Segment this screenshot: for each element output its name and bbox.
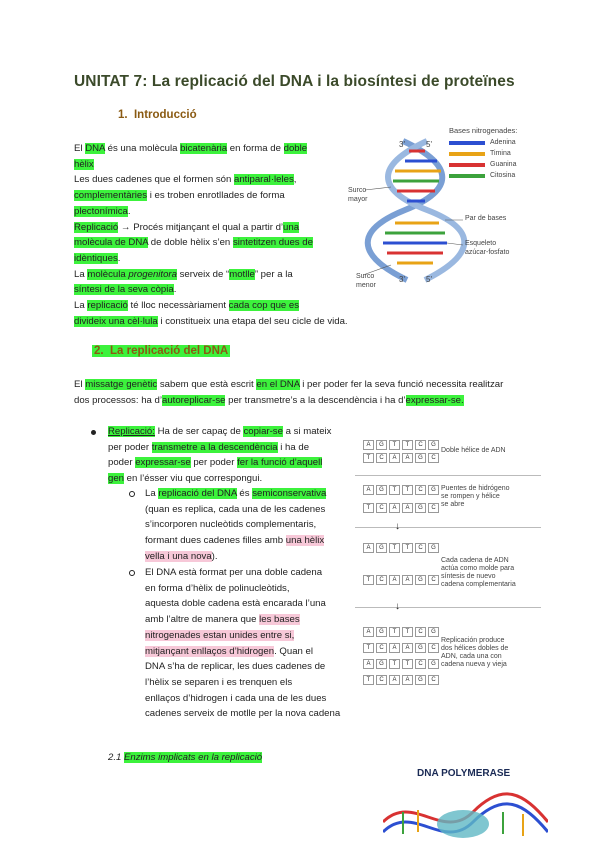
hl-en-dna: en el DNA (256, 379, 300, 390)
hl-molecula: molècula de DNA (74, 237, 149, 249)
base-strip (363, 643, 439, 653)
section-2-heading (92, 345, 230, 357)
base-strip (363, 503, 439, 513)
base-cell: G (376, 440, 387, 450)
esqueleto-label (465, 239, 509, 257)
sub-bullet-circle (129, 570, 135, 576)
base-cell: T (389, 659, 400, 669)
legend-label: Citosina (490, 172, 516, 179)
base-cell: T (363, 643, 374, 653)
text: Surco (348, 187, 367, 194)
base-cell: C (428, 503, 439, 513)
text: El (74, 379, 86, 390)
text: Esqueleto (465, 240, 497, 247)
base-cell: T (389, 485, 400, 495)
polymerase-title: DNA POLYMERASE (417, 768, 511, 779)
hl-expressar: expressar-se. (405, 394, 464, 406)
hl-replicacio: Replicació (74, 221, 119, 233)
text: Les dues cadenes que el formen són (74, 174, 235, 186)
hl-cadacop: cada cop que es (228, 300, 300, 312)
hl-missatge: missatge genètic (85, 379, 158, 390)
caption-2 (441, 485, 510, 509)
base-cell: C (415, 543, 426, 553)
base-cell: T (363, 575, 374, 585)
text: ). (211, 550, 218, 562)
text: Puentes de hidrógeno (441, 485, 510, 492)
text: cadena complementaria (441, 581, 516, 588)
subsection-label: Enzims implicats en la replicació (124, 752, 263, 763)
base-strip (363, 675, 439, 685)
hl-expressar2: expressar-se (135, 457, 191, 469)
base-cell: G (415, 643, 426, 653)
base-cell: C (376, 453, 387, 463)
base-cell: C (376, 503, 387, 513)
text: dos hélices dobles de (441, 645, 509, 652)
base-cell: C (415, 440, 426, 450)
subsection-number: 2.1 (108, 752, 125, 763)
text: de doble hèlix s’en (148, 237, 233, 249)
replication-bullet (108, 424, 331, 487)
text: La (74, 268, 88, 280)
base-cell: C (428, 643, 439, 653)
section-1-heading (118, 109, 197, 121)
page-title: UNITAT 7: La replicació del DNA i la biosíntesi de proteïnes (74, 73, 515, 90)
divider (355, 475, 541, 476)
base-cell: G (415, 675, 426, 685)
base-cell: G (415, 575, 426, 585)
caption-4 (441, 637, 508, 669)
bases-legend (449, 137, 516, 181)
text: → Procés mitjançant el qual a partir d’ (118, 221, 284, 233)
text: Surco (356, 273, 375, 280)
base-cell: A (402, 453, 413, 463)
base-cell: A (402, 503, 413, 513)
hl-helix: hèlix (74, 158, 94, 170)
section-1-label: Introducció (133, 109, 197, 121)
base-cell: A (389, 453, 400, 463)
hl-replicacio2: replicació (87, 300, 128, 312)
base-cell: G (428, 627, 439, 637)
arrow-down-icon: ↓ (395, 601, 400, 612)
text: és una molècula (104, 143, 181, 154)
hl-transmetre: transmetre a la descendència (151, 441, 278, 453)
base-cell: C (376, 643, 387, 653)
base-cell: G (428, 440, 439, 450)
replication-intro (74, 377, 503, 408)
text: en forma d’hèlix de polinucleòtids, (145, 582, 290, 594)
base-strip (363, 543, 439, 553)
base-cell: T (389, 440, 400, 450)
base-strip (363, 627, 439, 637)
base-cell: G (376, 659, 387, 669)
hl-replicacio-dna: replicació del DNA (158, 488, 237, 499)
hl-gen: gen (108, 473, 125, 485)
base-cell: C (376, 575, 387, 585)
base-cell: A (402, 575, 413, 585)
base-cell: T (363, 675, 374, 685)
hl-sintetitzen: sintetitzen dues de (232, 237, 313, 249)
text: per poder (108, 441, 152, 453)
text: menor (356, 282, 376, 289)
text: aquesta doble cadena està encarada l’una (145, 598, 326, 610)
hl-doble: doble (283, 143, 308, 154)
text: per poder (190, 457, 238, 469)
text: en l’ésser viu que correspongui. (124, 473, 263, 485)
base-cell: A (363, 485, 374, 495)
text: amb l’altre de manera que (145, 614, 260, 626)
base-cell: T (389, 627, 400, 637)
base-cell: A (389, 675, 400, 685)
base-strip (363, 575, 439, 585)
base-cell: T (363, 453, 374, 463)
legend-label: Timina (490, 150, 511, 157)
legend-item (449, 170, 516, 181)
base-cell: G (415, 453, 426, 463)
text: Cada cadena de ADN (441, 557, 509, 564)
text: enllaços d’hidrogen i cada una de les dues (145, 692, 327, 704)
text: l’hèlix se separen i es trenquen els (145, 676, 293, 688)
base-cell: C (415, 485, 426, 495)
text: en forma de (227, 143, 284, 154)
hl-les-bases: les bases (259, 614, 300, 626)
helix-top-5: 5' (426, 140, 432, 149)
text: Ha de ser capaç de (154, 426, 244, 437)
text: té lloc necessàriament (127, 300, 229, 312)
base-cell: G (428, 543, 439, 553)
text: DNA s’ha de replicar, les dues cadenes de (145, 661, 326, 673)
par-bases-label: Par de bases (465, 215, 507, 222)
section-2-number: 2. (94, 345, 104, 357)
base-cell: C (376, 675, 387, 685)
base-cell: T (363, 503, 374, 513)
base-cell: G (376, 627, 387, 637)
legend-swatch (449, 163, 485, 167)
legend-swatch (449, 141, 485, 145)
base-cell: A (389, 643, 400, 653)
hl-complementaries: complementàries (74, 190, 148, 202)
text: i es troben enrotllades de forma (147, 190, 285, 202)
base-cell: C (428, 575, 439, 585)
base-cell: T (402, 485, 413, 495)
base-cell: A (389, 575, 400, 585)
text: El DNA està format per una doble cadena (145, 567, 323, 578)
base-strip (363, 659, 439, 669)
divider (355, 607, 541, 608)
double-chain-item (145, 565, 340, 722)
text: azúcar-fosfato (465, 249, 510, 256)
text: i constitueix una etapa del seu cicle de vida. (157, 315, 348, 327)
helix-top-3: 3' (399, 140, 405, 149)
text: per transmetre’s a la descendència i ha d’ (225, 394, 406, 406)
text: a si mateix (282, 426, 332, 437)
sub-bullet-circle (129, 491, 135, 497)
base-cell: T (389, 543, 400, 553)
surco-menor-label (356, 272, 376, 290)
text: dos processos: ha d’ (74, 394, 162, 406)
hl-una: una (283, 221, 300, 233)
helix-bot-5: 5' (426, 275, 432, 284)
base-cell: T (402, 440, 413, 450)
text: . Quan el (274, 645, 313, 657)
text: El (74, 143, 86, 154)
base-cell: C (415, 659, 426, 669)
hl-bicatenaria: bicatenària (180, 143, 228, 154)
hl-molecula2: molècula (87, 268, 129, 280)
caption-1: Doble hélice de ADN (441, 447, 506, 454)
text: ADN, cada una con (441, 653, 502, 660)
hl-identiques: idèntiques (74, 252, 118, 264)
hl-semiconservativa: semiconservativa (252, 488, 327, 499)
semiconservative-item (145, 486, 326, 565)
legend-item (449, 137, 516, 148)
hl-replicacio-label: Replicació: (108, 426, 155, 437)
hl-plectonimica: plectonímica (74, 205, 128, 217)
base-cell: A (363, 659, 374, 669)
caption-3 (441, 557, 516, 589)
text: La (145, 488, 159, 499)
hl-motlle: motlle (229, 268, 255, 280)
hl-enllacos: mitjançant enllaços d’hidrogen (145, 645, 275, 657)
surco-mayor-label (348, 186, 367, 204)
hl-sintesi: síntesi de la seva còpia (74, 284, 174, 296)
text: ” per a la (254, 268, 293, 280)
legend-swatch (449, 174, 485, 178)
base-cell: G (415, 503, 426, 513)
base-strip (363, 453, 439, 463)
text: és (236, 488, 253, 499)
text: serveix de “ (176, 268, 230, 280)
hl-dna: DNA (85, 143, 105, 154)
base-cell: G (376, 543, 387, 553)
base-cell: T (402, 659, 413, 669)
replication-figure (355, 435, 541, 685)
base-cell: A (402, 643, 413, 653)
base-cell: A (389, 503, 400, 513)
base-cell: G (428, 485, 439, 495)
section-2-label: La replicació del DNA (109, 345, 229, 357)
text: sabem que està escrit (157, 379, 257, 390)
bullet-dot (91, 430, 96, 435)
legend-label: Adenina (490, 139, 516, 146)
base-cell: C (415, 627, 426, 637)
text: (quan es replica, cada una de les cadenes (145, 503, 326, 515)
text: se abre (441, 501, 465, 508)
hl-autoreplicar: autoreplicar-se (162, 394, 226, 406)
text: formant dues cadenes filles amb (145, 535, 286, 547)
text: poder (108, 457, 136, 469)
text: cadena nueva y vieja (441, 661, 507, 668)
text: La (74, 300, 88, 312)
legend-swatch (449, 152, 485, 156)
hl-progenitora: progenitora (128, 268, 177, 280)
subsection-2-1-heading (108, 752, 262, 763)
polymerase-figure (383, 782, 548, 846)
legend-item (449, 148, 516, 159)
legend-label: Guanina (490, 161, 517, 168)
base-cell: C (428, 453, 439, 463)
base-cell: A (363, 627, 374, 637)
text: actúa como molde para (441, 565, 515, 572)
text: s’incorporen nucleòtids complementaris, (145, 519, 317, 531)
divider (355, 527, 541, 528)
text: mayor (348, 196, 368, 203)
section-1-number: 1. (118, 109, 128, 121)
intro-paragraph: El DNA és una molècula bicatenària en forma de doble hèlix Les dues cadenes que el formen són antiparal·leles, complementàries i es troben enrotllades de forma plectonímica. Replicació → Procés mitjançant el qual a partir d’una molècula de DNA de doble hèlix s’en sintetitzen dues de idèntiques. La molècula progenitora serveix de “motlle” per a la síntesi de la seva còpia. La replicació té lloc necessàriament cada cop que es divideix una cèl·lula i constitueix una etapa del seu cicle de vida. (74, 143, 348, 327)
hl-divideix: divideix una cèl·lula (74, 315, 158, 327)
legend-title: Bases nitrogenades: (449, 126, 518, 135)
base-cell: G (376, 485, 387, 495)
helix-bot-3: 3' (399, 275, 405, 284)
text: se rompen y hélice (441, 493, 500, 500)
text: i per poder fer la seva funció necessita realitzar (299, 379, 504, 390)
hl-nitrogenades: nitrogenades estan unides entre si, (145, 629, 295, 641)
base-strip (363, 440, 439, 450)
base-strip (363, 485, 439, 495)
base-cell: T (402, 627, 413, 637)
hl-copiar: copiar-se (243, 426, 283, 437)
base-cell: G (428, 659, 439, 669)
legend-item (449, 159, 516, 170)
hl-una-helix: una hèlix (285, 535, 325, 547)
text: Replicación produce (441, 637, 505, 644)
base-cell: T (402, 543, 413, 553)
hl-antiparaleles: antiparal·leles (234, 174, 294, 186)
text: i ha de (277, 441, 310, 453)
base-cell: A (402, 675, 413, 685)
hl-funcio: fer la funció d’aquell (237, 457, 323, 469)
arrow-down-icon: ↓ (395, 521, 400, 532)
text: síntesis de nuevo (441, 573, 496, 580)
base-cell: A (363, 440, 374, 450)
text: cadenes serveix de motlle per la nova cadena (145, 708, 341, 720)
base-cell: A (363, 543, 374, 553)
hl-vella-nova: vella i una nova (145, 550, 212, 562)
base-cell: C (428, 675, 439, 685)
